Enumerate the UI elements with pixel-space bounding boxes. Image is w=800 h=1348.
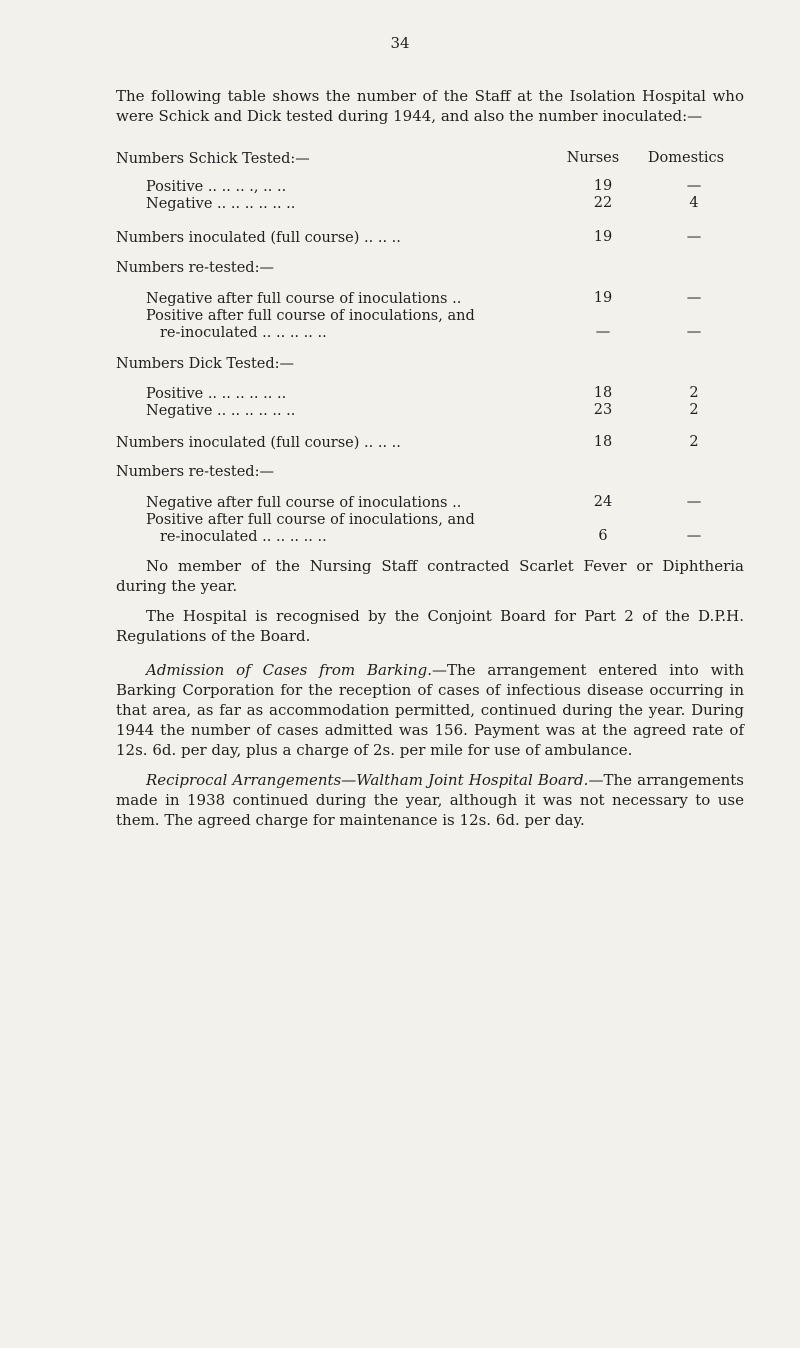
schick-positive-domestics: —: [686, 178, 702, 194]
recognition-paragraph: The Hospital is recognised by the Conjoint Board for Part 2 of the D.P.H. Regulations of the Board.: [116, 607, 744, 645]
dick-retested-heading: Numbers re-tested:—: [116, 464, 274, 480]
nurses-column-header: Nurses: [566, 150, 620, 166]
dick-heading: Numbers Dick Tested:—: [116, 356, 295, 372]
dick-neg-after-nurses: 24: [593, 494, 613, 510]
schick-inoculated-nurses: 19: [593, 229, 613, 245]
schick-negative-nurses: 22: [593, 195, 613, 211]
dick-pos-after-line1: Positive after full course of inoculations, and: [146, 512, 475, 528]
barking-title: Admission of Cases from Barking.: [146, 661, 432, 679]
schick-negative-label: Negative .. .. .. .. .. ..: [146, 196, 296, 212]
dick-inoculated-domestics: 2: [689, 434, 699, 450]
schick-negative-domestics: 4: [689, 195, 699, 211]
schick-heading: Numbers Schick Tested:—: [116, 151, 310, 167]
dick-neg-after-domestics: —: [686, 494, 702, 510]
dick-pos-after-domestics: —: [686, 528, 702, 544]
reciprocal-title: Reciprocal Arrangements—Waltham Joint Hospital Board.: [146, 771, 589, 789]
dick-negative-domestics: 2: [689, 402, 699, 418]
dick-negative-label: Negative .. .. .. .. .. ..: [146, 403, 296, 419]
barking-body: —The arrangement entered into with Barking Corporation for the reception of cases of infectious disease occurring in that area, as far as accommodation permitted, continued during the year. During 1944 the number of cases admitted was 156. Payment was at the agreed rate of 12s. 6d. per day, plus a charge of 2s. per mile for use of ambulance.: [116, 661, 744, 759]
domestics-column-header: Domestics: [647, 150, 725, 166]
schick-pos-after-line1: Positive after full course of inoculations, and: [146, 308, 475, 324]
barking-paragraph: [116, 660, 744, 760]
schick-pos-after-domestics: —: [686, 324, 702, 340]
schick-inoculated-domestics: —: [686, 229, 702, 245]
reciprocal-body: —The arrangements made in 1938 continued during the year, although it was not necessary to use them. The agreed charge for maintenance is 12s. 6d. per day.: [116, 771, 744, 829]
dick-positive-label: Positive .. .. .. .. .. ..: [146, 386, 287, 402]
nursing-staff-paragraph: No member of the Nursing Staff contracted Scarlet Fever or Diphtheria during the year.: [116, 557, 744, 595]
reciprocal-paragraph: [116, 770, 744, 830]
schick-retested-heading: Numbers re-tested:—: [116, 260, 274, 276]
schick-positive-label: Positive .. .. .. ., .. ..: [146, 179, 287, 195]
schick-neg-after-label: Negative after full course of inoculations ..: [146, 291, 462, 307]
dick-positive-domestics: 2: [689, 385, 699, 401]
dick-negative-nurses: 23: [593, 402, 613, 418]
schick-pos-after-label: re-inoculated .. .. .. .. ..: [160, 325, 327, 341]
page-number: 34: [390, 34, 410, 52]
dick-inoculated-label: Numbers inoculated (full course) .. .. ..: [116, 435, 401, 451]
schick-neg-after-domestics: —: [686, 290, 702, 306]
dick-neg-after-label: Negative after full course of inoculations ..: [146, 495, 462, 511]
dick-pos-after-label: re-inoculated .. .. .. .. ..: [160, 529, 327, 545]
dick-inoculated-nurses: 18: [593, 434, 613, 450]
intro-text: The following table shows the number of the Staff at the Isolation Hospital who were Schick and Dick tested during 1944, and also the number inoculated:—: [116, 87, 744, 125]
dick-pos-after-nurses: 6: [598, 528, 608, 544]
schick-inoculated-label: Numbers inoculated (full course) .. .. ..: [116, 230, 401, 246]
intro-paragraph: [116, 86, 744, 126]
schick-pos-after-nurses: —: [595, 324, 611, 340]
schick-neg-after-nurses: 19: [593, 290, 613, 306]
schick-positive-nurses: 19: [593, 178, 613, 194]
dick-positive-nurses: 18: [593, 385, 613, 401]
